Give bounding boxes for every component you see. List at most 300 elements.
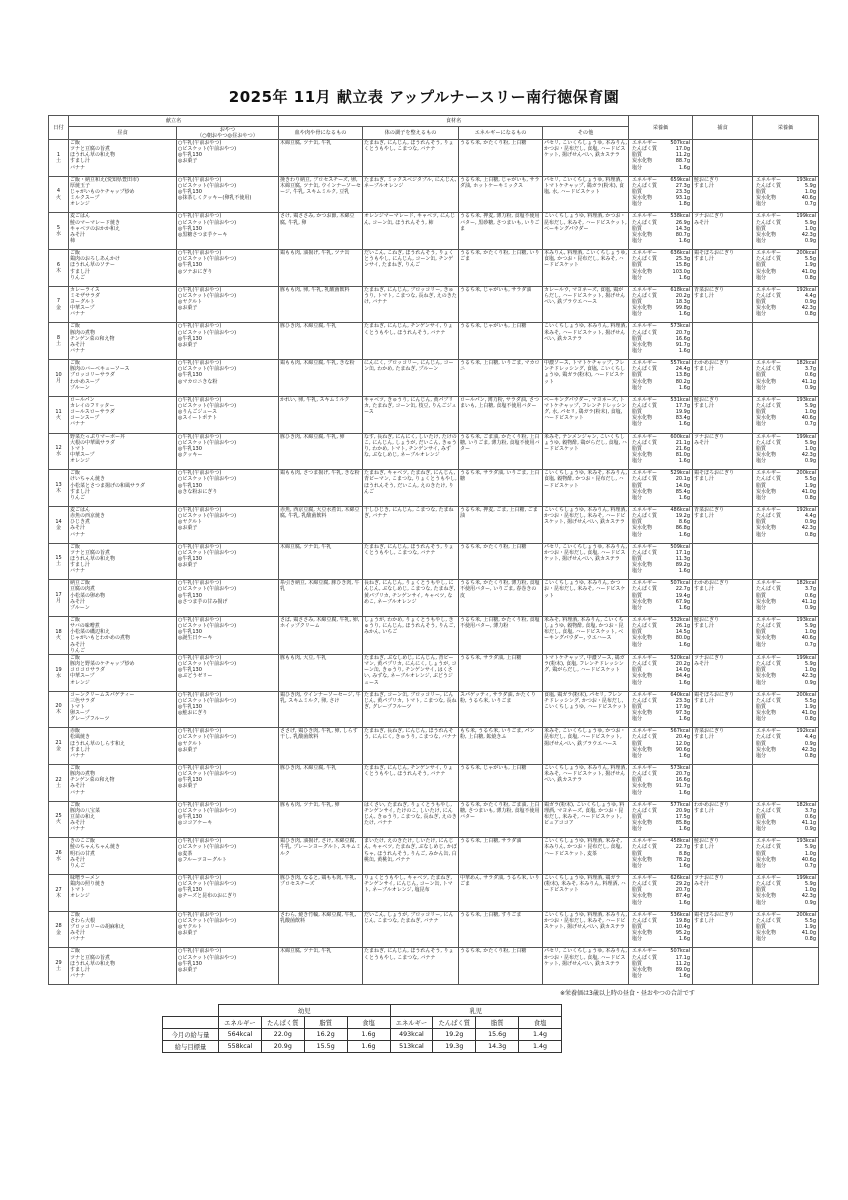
supplement-item: 鮭おにぎり [694, 176, 720, 183]
nutrition-line [630, 826, 691, 832]
nutrition-label: たんぱく質 [756, 734, 782, 741]
lunch-item: オレンジ [70, 679, 90, 686]
summary-col-header: たんぱく質 [261, 1017, 304, 1029]
nutrition-label: たんぱく質 [632, 881, 658, 888]
nutrition-label: 脂質 [632, 152, 643, 159]
body-foods-cell: たまねぎ, にんじん, ブロッコリー, きゅうり, トマト, こまつな, 長ねぎ, えのきたけ, バナナ [363, 286, 459, 323]
lunch-item: 小松菜の磯辺和え [70, 629, 111, 636]
lunch-item: みそ汁 [70, 856, 86, 863]
nutrition-value: 486kcal [670, 506, 691, 513]
nutrition-value: 0.9g [804, 384, 817, 391]
snack-item: ◎マカロニきな粉 [178, 378, 218, 385]
lunch-item: ツナと豆腐の旨煮 [70, 954, 111, 961]
nutrition-value: 0.7g [804, 862, 817, 869]
day-number: 7 [56, 298, 61, 305]
energy-foods-cell: うるち米, かたくり粉, 上白糖 [459, 140, 543, 177]
snack-item: ○ビスケット(午前おやつ) [178, 623, 237, 630]
nutrition-label: 脂質 [632, 445, 643, 452]
nutrition-value: 5.9g [804, 182, 817, 189]
snack-cell [177, 506, 279, 543]
nutrition-label: 炭水化物 [756, 231, 777, 238]
snack-item: ○牛乳(午前おやつ) [178, 286, 222, 293]
blood-foods-cell: かれい, 卵, 牛乳, スキムミルク [279, 396, 363, 433]
nutrition-value: 1.6g [678, 421, 691, 428]
day-cell [49, 140, 69, 177]
lunch-cell [69, 323, 177, 360]
other-foods-cell: 米みそ, テンメンジャン, こいくちしょうゆ, 穀物酢, 鶏がらだし, 食塩, ハードビスケット [543, 433, 629, 470]
menu-row [49, 543, 819, 580]
day-weekday: 月 [55, 377, 61, 384]
summary-value: 19.3g [433, 1041, 476, 1053]
nutrition-label: 塩分 [756, 826, 767, 833]
nutrition-value: 1.0g [804, 445, 817, 452]
nutrition-value: 23.3g [675, 697, 691, 704]
nutrition-label: たんぱく質 [756, 219, 782, 226]
body-foods-cell: 干しひじき, にんじん, こまつな, たまねぎ, バナナ [363, 506, 459, 543]
blood-foods-cell: 木綿豆腐, ツナ缶, 牛乳 [279, 140, 363, 177]
day-number: 8 [56, 335, 61, 342]
nutrition-label: たんぱく質 [632, 366, 658, 373]
nutrition-line [630, 238, 691, 244]
lunch-cell [69, 396, 177, 433]
nutrition-value: 0.8g [804, 274, 817, 281]
snack-item: ◎お菓子 [178, 525, 198, 532]
menu-row [49, 875, 819, 912]
menu-row [49, 433, 819, 470]
summary-value: 14.3g [476, 1041, 519, 1053]
header-foods: 食材名 [279, 116, 629, 127]
lunch-item: カレイのフリッター [70, 402, 115, 409]
nutrition-value: 1.9g [804, 262, 817, 269]
nutrition-value: 19.2g [675, 513, 691, 520]
blood-foods-cell: さけ, 鶏ささみ, かつお節, 木綿豆腐, 牛乳, 卵 [279, 213, 363, 250]
lunch-cell [69, 691, 177, 728]
snack-item: ○ビスケット(午前おやつ) [178, 402, 237, 409]
nutrition-line [630, 458, 691, 464]
supplement-item: わかめおにぎり [694, 801, 730, 808]
day-cell [49, 213, 69, 250]
lunch-item: みそ汁 [70, 641, 86, 648]
nutrition-value: 89.2g [675, 562, 691, 569]
nutrition-cell [629, 323, 693, 360]
nutrition-cell [629, 360, 693, 397]
snack-item: ◎ヤクルト [178, 519, 203, 526]
blood-foods-cell: 豚ひき肉, 木綿豆腐, 牛乳, 卵 [279, 433, 363, 470]
nutrition-label: 炭水化物 [632, 635, 653, 642]
other-foods-cell: パセリ, こいくちしょうゆ, 本みりん, かつお・昆布だし, 食塩, ハードビスケット, 揚げせんべい, 鉄カステラ [543, 948, 629, 985]
nutrition-value: 41.0g [801, 488, 817, 495]
supplement-item: 青菜おにぎり [694, 506, 725, 513]
supplement-item: すまし汁 [694, 182, 715, 189]
nutrition-value: 17.0g [675, 146, 691, 153]
supplement-nutrition-cell [753, 213, 819, 250]
menu-table [48, 115, 819, 985]
other-foods-cell: 鶏ガラ(粉末), こいくちしょうゆ, 料理酒, マヨネーズ, 食塩, かつお・昆布だし, 米みそ, ハードビスケット, ピュアココア [543, 801, 629, 838]
nutrition-value: 5.9g [804, 439, 817, 446]
nutrition-label: 炭水化物 [632, 305, 653, 312]
nutrition-label: 脂質 [756, 740, 767, 747]
nutrition-value: 507kcal [670, 580, 691, 587]
snack-item: ◎牛乳130 [178, 555, 202, 562]
nutrition-cell [629, 176, 693, 213]
nutrition-label: エネルギー [632, 838, 658, 845]
nutrition-line [754, 863, 817, 869]
energy-foods-cell: スパゲッティ, サラダ油, かたくり粉, うるち米, いりごま [459, 691, 543, 728]
nutrition-label: 塩分 [632, 164, 643, 171]
lunch-cell [69, 213, 177, 250]
nutrition-label: 脂質 [632, 372, 643, 379]
nutrition-value: 42.3g [801, 525, 817, 532]
day-weekday: 土 [55, 157, 61, 164]
day-cell [49, 691, 69, 728]
summary-value: 558kcal [219, 1041, 262, 1053]
supplement-item: すまし汁 [694, 844, 715, 851]
snack-item: ○ビスケット(午前おやつ) [178, 586, 237, 593]
nutrition-label: たんぱく質 [632, 329, 658, 336]
nutrition-line [754, 936, 817, 942]
nutrition-value: 41.1g [801, 820, 817, 827]
nutrition-value: 1.6g [678, 384, 691, 391]
nutrition-label: たんぱく質 [632, 844, 658, 851]
nutrition-label: たんぱく質 [756, 292, 782, 299]
nutrition-value: 4.4g [804, 292, 817, 299]
lunch-item: ブロッコリーサラダ [70, 372, 115, 379]
nutrition-label: 塩分 [756, 238, 767, 244]
snack-cell [177, 838, 279, 875]
supplement-item: すまし汁 [694, 366, 715, 373]
snack-item: ◎ぶどうゼリー [178, 673, 213, 680]
day-number: 29 [55, 960, 62, 967]
snack-item: ○牛乳(午前おやつ) [178, 250, 222, 257]
nutrition-value: 20.1g [675, 476, 691, 483]
nutrition-value: 40.6g [801, 195, 817, 202]
nutrition-label: エネルギー [632, 470, 658, 477]
nutrition-value: 17.7g [675, 402, 691, 409]
nutrition-label: たんぱく質 [756, 661, 782, 668]
snack-item: ○ビスケット(午前おやつ) [178, 292, 237, 299]
snack-item: ○牛乳(午前おやつ) [178, 764, 222, 771]
supplement-nutrition-cell [753, 323, 819, 360]
lunch-item: りんご [70, 274, 86, 281]
nutrition-value: 11.2g [675, 152, 691, 159]
lunch-item: ミルクスープ [70, 195, 100, 202]
nutrition-value: 26.1g [675, 623, 691, 630]
energy-foods-cell: ロールパン, 薄力粉, サラダ油, さつまいも, 上白糖, 食塩不使用バター [459, 396, 543, 433]
lunch-item: ご飯 [70, 911, 81, 918]
nutrition-label: たんぱく質 [756, 439, 782, 446]
nutrition-cell [629, 396, 693, 433]
snack-item: ◎スイートポテト [178, 415, 218, 422]
summary-value: 16.2g [304, 1029, 347, 1041]
header-supplement: 捕食 [693, 116, 753, 140]
snack-item: ○ビスケット(午前おやつ) [178, 661, 237, 668]
lunch-item: ツナと豆腐の旨煮 [70, 146, 111, 153]
nutrition-label: 脂質 [632, 777, 643, 784]
nutrition-line [754, 642, 817, 648]
snack-cell [177, 360, 279, 397]
supplement-item: 鶏そぼろおにぎり [694, 691, 735, 698]
summary-value: 15.5g [304, 1041, 347, 1053]
summary-corner [163, 1005, 219, 1017]
nutrition-label: 塩分 [632, 862, 643, 869]
nutrition-label: 炭水化物 [756, 415, 777, 422]
snack-item: ◎誕生日ケーキ [178, 635, 213, 642]
lunch-item: ご飯 [70, 654, 81, 661]
nutrition-label: 脂質 [756, 924, 767, 930]
lunch-item: みそ汁 [70, 820, 86, 827]
header-snack: おやつ （○朝おやつ◎昼おやつ） [177, 127, 279, 140]
body-foods-cell: オレンジマーマレード, キャベツ, にんじん, コーン缶, ほうれんそう, 柿 [363, 213, 459, 250]
supplement-nutrition-cell [753, 801, 819, 838]
nutrition-value: 182kcal [796, 801, 817, 808]
nutrition-value: 1.6g [678, 973, 691, 979]
snack-item: ○牛乳(午前おやつ) [178, 470, 222, 477]
nutrition-note: ※栄養価は3歳以上時の昼食・昼おやつの合計です [560, 990, 695, 997]
other-foods-cell: こいくちしょうゆ, 料理酒, 鶏ガラ(粉末), 米みそ, 本みりん, 料理酒, ハードビスケット [543, 875, 629, 912]
nutrition-label: 脂質 [632, 924, 643, 930]
nutrition-value: 1.0g [804, 667, 817, 674]
nutrition-label: たんぱく質 [632, 476, 658, 483]
lunch-item: ひじき煮 [70, 519, 91, 526]
snack-item: ◎ココアケーキ [178, 820, 213, 827]
supplement-item: 青菜おにぎり [694, 286, 725, 293]
snack-cell [177, 801, 279, 838]
day-cell [49, 764, 69, 801]
day-weekday: 土 [55, 782, 61, 789]
nutrition-value: 84.4g [675, 673, 691, 680]
day-number: 5 [56, 225, 61, 232]
nutrition-value: 17.5g [675, 813, 691, 820]
day-weekday: 火 [55, 414, 61, 421]
snack-item: ○牛乳(午前おやつ) [178, 801, 222, 808]
nutrition-value: 41.0g [801, 268, 817, 275]
nutrition-label: 塩分 [632, 826, 643, 833]
lunch-item: 中華スープ [70, 305, 95, 312]
nutrition-label: たんぱく質 [632, 954, 658, 961]
day-weekday: 金 [55, 524, 61, 531]
nutrition-line [630, 680, 691, 686]
lunch-item: ロールパン [70, 396, 95, 403]
supplement-cell [693, 396, 753, 433]
nutrition-label: エネルギー [632, 948, 658, 955]
nutrition-value: 18.3g [675, 299, 691, 306]
nutrition-value: 5.9g [804, 402, 817, 409]
lunch-item: 豚肉のバーベキューソース [70, 366, 130, 373]
nutrition-label: 脂質 [632, 629, 643, 636]
nutrition-value: 14.0g [675, 482, 691, 489]
nutrition-label: 脂質 [756, 299, 767, 306]
nutrition-value: 532kcal [670, 616, 691, 623]
nutrition-value: 20.2g [675, 661, 691, 668]
supplement-cell [693, 838, 753, 875]
snack-item: ◎ヤクルト [178, 299, 203, 306]
menu-row [49, 911, 819, 948]
nutrition-label: 脂質 [756, 372, 767, 379]
nutrition-cell [629, 948, 693, 985]
lunch-item: すまし汁 [70, 966, 91, 973]
day-weekday: 木 [55, 267, 61, 274]
lunch-item: 豆腐の肉煮 [70, 586, 96, 593]
body-foods-cell: だいこん, こねぎ, ほうれんそう, りょくとうもやし, にんじん, コーン缶, チンゲンサイ, たまねぎ, りんご [363, 250, 459, 287]
nutrition-label: たんぱく質 [632, 402, 658, 409]
nutrition-line [630, 900, 691, 906]
supplement-nutrition-cell [753, 580, 819, 617]
nutrition-value: 5.9g [804, 219, 817, 226]
nutrition-label: 炭水化物 [632, 525, 653, 532]
lunch-item: サバの味噌煮 [70, 623, 100, 630]
lunch-item: ご飯 [70, 323, 81, 330]
day-number: 10 [55, 371, 62, 378]
nutrition-label: エネルギー [756, 506, 782, 513]
nutrition-label: 塩分 [632, 201, 643, 208]
lunch-item: ブロッコリーの胡麻和え [70, 924, 125, 930]
blood-foods-cell: 鶏ひき肉, ウインナーソーセージ, 牛乳, スキムミルク, 卵, さけ [279, 691, 363, 728]
lunch-item: キャベツのおかか和え [70, 225, 121, 232]
nutrition-value: 1.6g [678, 752, 691, 759]
lunch-item: コロコロサラダ [70, 667, 105, 674]
nutrition-line [754, 201, 817, 207]
other-foods-cell: トマトケチャップ, 中濃ソース, 鶏ガラ(粉末), 食塩, フレンチドレッシング, 鶏がらだし, ハードビスケット [543, 654, 629, 691]
snack-item: ○牛乳(午前おやつ) [178, 948, 222, 955]
snack-item: ○ビスケット(午前おやつ) [178, 549, 237, 556]
nutrition-value: 5.5g [804, 917, 817, 924]
nutrition-value: 99.8g [675, 305, 691, 312]
nutrition-label: 脂質 [756, 189, 767, 195]
blood-foods-cell: 挽きわり納豆, プロセスチーズ, 卵, 木綿豆腐, ツナ缶, ウインナーソーセージ, 牛乳, スキムミルク, 豆乳 [279, 176, 363, 213]
nutrition-label: 塩分 [632, 679, 643, 686]
summary-col-header: 脂質 [476, 1017, 519, 1029]
nutrition-label: たんぱく質 [756, 697, 782, 704]
supplement-nutrition-cell [753, 176, 819, 213]
nutrition-label: たんぱく質 [632, 256, 658, 263]
nutrition-line [630, 753, 691, 759]
nutrition-value: 0.8g [804, 716, 817, 723]
menu-row [49, 654, 819, 691]
snack-item: ○ビスケット(午前おやつ) [178, 734, 237, 741]
nutrition-line [754, 311, 817, 317]
snack-item: ○牛乳(午前おやつ) [178, 396, 222, 403]
lunch-item: じゃがいもとわかめの煮物 [70, 635, 131, 642]
blood-foods-cell: 豚もも肉, 大豆, 牛乳 [279, 654, 363, 691]
nutrition-line [630, 568, 691, 574]
day-weekday: 金 [55, 304, 61, 311]
header-blood: 血や肉や骨になるもの [279, 127, 363, 140]
nutrition-value: 16.6g [675, 777, 691, 784]
lunch-item: 大根の中華風サラダ [70, 439, 115, 446]
nutrition-cell [629, 654, 693, 691]
blood-foods-cell: 鶏もも肉, 木綿豆腐, 牛乳, きな粉 [279, 360, 363, 397]
nutrition-label: エネルギー [756, 801, 782, 808]
supplement-item: すまし汁 [694, 476, 715, 483]
snack-item: ◎牛乳130 [178, 960, 202, 967]
snack-item: ◎牛乳130 [178, 629, 202, 636]
nutrition-value: 42.3g [801, 305, 817, 312]
nutrition-value: 20.7g [675, 329, 691, 336]
supplement-cell [693, 323, 753, 360]
menu-row [49, 470, 819, 507]
snack-cell [177, 580, 279, 617]
nutrition-label: 炭水化物 [632, 195, 653, 202]
nutrition-value: 21.1g [675, 439, 691, 446]
snack-item: ○ビスケット(午前おやつ) [178, 219, 237, 226]
nutrition-value: 0.8g [804, 494, 817, 501]
nutrition-label: 塩分 [756, 679, 767, 686]
nutrition-value: 182kcal [796, 580, 817, 587]
nutrition-label: 炭水化物 [632, 966, 653, 973]
nutrition-value: 200kcal [796, 470, 817, 477]
header-lunch: 昼食 [69, 127, 177, 140]
nutrition-label: 塩分 [632, 936, 643, 943]
lunch-item: オレンジ [70, 893, 90, 900]
body-foods-cell: たまねぎ, キャベツ, たまねぎ, にんじん, 青ピーマン, こまつな, りょくとうもやし, ほうれんそう, だいこん, えのきたけ, りんご [363, 470, 459, 507]
lunch-item: バナナ [70, 531, 86, 538]
nutrition-label: 炭水化物 [632, 415, 653, 422]
nutrition-line [630, 421, 691, 427]
nutrition-label: 炭水化物 [756, 268, 777, 275]
nutrition-value: 1.6g [678, 899, 691, 906]
nutrition-label: エネルギー [756, 691, 782, 698]
nutrition-value: 14.5g [675, 629, 691, 636]
lunch-item: きのこご飯 [70, 838, 96, 845]
snack-item: ○牛乳(午前おやつ) [178, 728, 222, 735]
snack-cell [177, 140, 279, 177]
nutrition-label: 脂質 [756, 813, 767, 820]
blood-foods-cell: 豚ひき肉, なると, 鶏もも肉, 牛乳, プロセスチーズ [279, 875, 363, 912]
body-foods-cell: りょくとうもやし, キャベツ, たまねぎ, チンゲンサイ, にんじん, コーン缶, トマト, ネーブルオレンジ, 塩昆布 [363, 875, 459, 912]
lunch-item: 豚肉の煮物 [70, 329, 96, 336]
lunch-item: ご飯 [70, 616, 81, 623]
supplement-nutrition-cell [753, 654, 819, 691]
nutrition-label: 脂質 [632, 519, 643, 526]
lunch-item: カレーライス [70, 286, 100, 293]
snack-cell [177, 433, 279, 470]
nutrition-label: たんぱく質 [632, 771, 658, 778]
supplement-item: 鮭おにぎり [694, 616, 720, 623]
snack-item: ◎お菓子 [178, 305, 198, 312]
snack-item: ◎りんごジュース [178, 409, 218, 416]
lunch-item: 赤魚の西京焼き [70, 513, 106, 520]
snack-item: ◎牛乳130 [178, 445, 202, 452]
supplement-item: すまし汁 [694, 697, 715, 704]
lunch-item: バナナ [70, 752, 86, 759]
supplement-item: わかめおにぎり [694, 580, 730, 587]
nutrition-label: 炭水化物 [756, 820, 777, 827]
menu-row [49, 948, 819, 985]
nutrition-label: 塩分 [756, 862, 767, 869]
nutrition-value: 0.9g [804, 238, 817, 244]
other-foods-cell: こいくちしょうゆ, 本みりん, 料理酒, かつお・昆布だし, 米みそ, ハードビスケット, 揚げせんべい, 鉄カステラ [543, 506, 629, 543]
nutrition-value: 1.8g [678, 201, 691, 208]
nutrition-value: 4.4g [804, 734, 817, 741]
day-weekday: 月 [55, 598, 61, 605]
day-weekday: 火 [55, 194, 61, 201]
nutrition-label: エネルギー [756, 470, 782, 477]
nutrition-value: 1.6g [678, 826, 691, 833]
lunch-item: りんご [70, 647, 86, 654]
nutrition-value: 20.7g [675, 771, 691, 778]
nutrition-value: 1.0g [804, 629, 817, 636]
nutrition-value: 20.4g [675, 734, 691, 741]
snack-item: ○牛乳(午前おやつ) [178, 875, 222, 881]
lunch-item: 柿 [70, 238, 76, 244]
day-number: 20 [55, 703, 62, 710]
day-number: 11 [55, 408, 62, 415]
nutrition-label: 塩分 [756, 752, 767, 759]
supplement-cell [693, 250, 753, 287]
nutrition-value: 17.1g [675, 549, 691, 556]
nutrition-cell [629, 691, 693, 728]
nutrition-cell [629, 801, 693, 838]
